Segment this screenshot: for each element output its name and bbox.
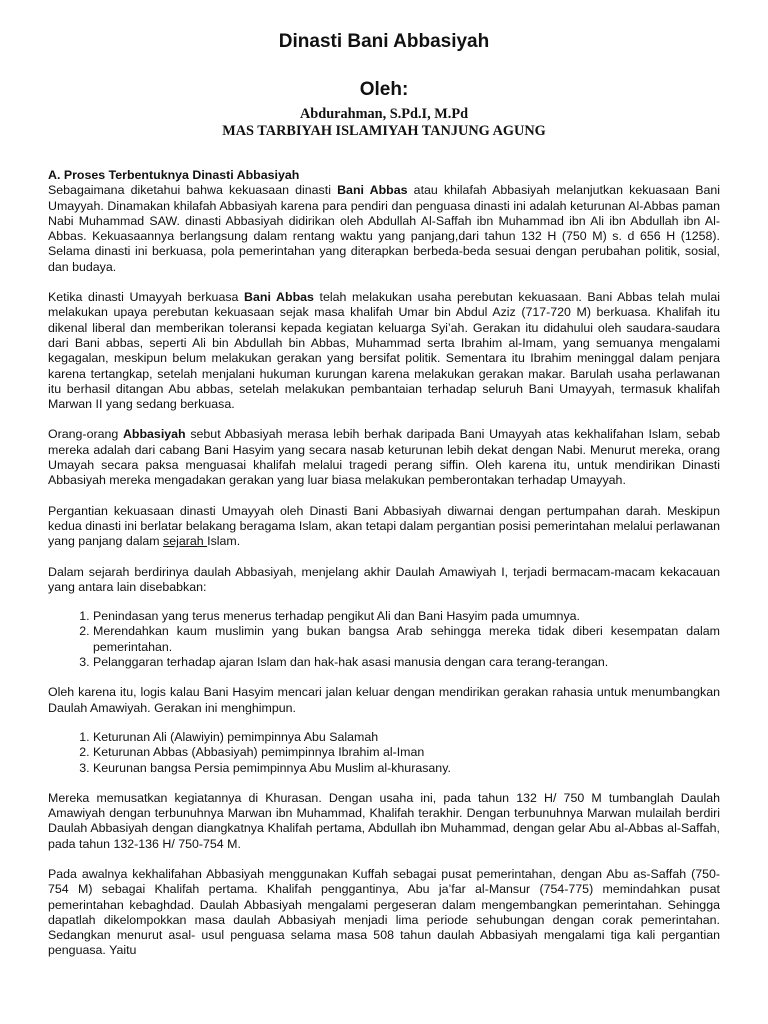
sejarah-link[interactable]: sejarah bbox=[163, 534, 208, 549]
paragraph-2-text-b: telah melakukan usaha perebutan kekuasaan. Bani Abbas telah mulai melakukan upaya perebutan kekuasaan sejak masa khalifah Umar bin Abdul Aziz (717-720 M) berkuasa. Khalifah itu dikenal liberal dan memberikan toleransi kepada kegiatan keluarga Syi’ah. Gerakan itu didahului oleh saudara-saudara dari Bani abbas, seperti Ali bin Abdullah bin Abbas, Muhammad serta Ibrahim al-Imam, yang semuanya mengalami kegagalan, meskipun belum melakukan gerakan yang bersifat politik. Sementara itu Ibrahim meninggal dalam penjara karena tertangkap, setelah menjalani hukuman kurungan karena melakukan gerakan makar. Barulah usaha perlawanan itu berhasil ditangan Abu abbas, setelah melakukan pembantaian terhadap seluruh Bani Umayyah, termasuk khalifah Marwan II yang sedang berkuasa. bbox=[48, 290, 720, 412]
paragraph-1-text-a: Sebagaimana diketahui bahwa kekuasaan dinasti bbox=[48, 183, 338, 198]
paragraph-6: Oleh karena itu, logis kalau Bani Hasyim mencari jalan keluar dengan mendirikan gerakan rahasia untuk menumbangkan Daulah Amawiyah. Gerakan ini menghimpun. bbox=[48, 685, 720, 715]
section-heading: A. Proses Terbentuknya Dinasti Abbasiyah bbox=[48, 168, 300, 182]
list-item: 1. Penindasan yang terus menerus terhadap pengikut Ali dan Bani Hasyim pada umumnya. bbox=[93, 609, 720, 624]
document-title: Dinasti Bani Abbasiyah bbox=[278, 31, 490, 52]
oleh-label: Oleh: bbox=[359, 79, 409, 100]
paragraph-3-text-a: Orang-orang bbox=[48, 427, 123, 442]
causes-list bbox=[48, 609, 720, 670]
paragraph-2-bold: Bani Abbas bbox=[244, 290, 314, 305]
list-item: 3. Keurunan bangsa Persia pemimpinnya Abu Muslim al-khurasany. bbox=[93, 761, 720, 776]
author-name: Abdurahman, S.Pd.I, M.Pd bbox=[299, 106, 469, 122]
paragraph-1 bbox=[48, 183, 720, 275]
paragraph-2-text-a: Ketika dinasti Umayyah berkuasa bbox=[48, 290, 245, 305]
paragraph-7: Mereka memusatkan kegiatannya di Khurasan. Dengan usaha ini, pada tahun 132 H/ 750 M tumbanglah Daulah Amawiyah dengan terbunuhnya Marwan ibn Muhammad, Khalifah terakhir. Dengan terbunuhnya Marwan mulailah berdiri Daulah Abbasiyah dengan diangkatnya Khalifah pertama, Abdullah ibn Muhammad, dengan gelar Abu al-Abbas al-Saffah, pada tahun 132-136 H/ 750-754 M. bbox=[48, 790, 720, 851]
paragraph-3 bbox=[48, 427, 720, 488]
paragraph-3-bold: Abbasiyah bbox=[122, 427, 186, 442]
paragraph-3-text-b: sebut Abbasiyah merasa lebih berhak daripada Bani Umayyah atas kekhalifahan Islam, sebab mereka adalah dari cabang Bani Hasyim yang secara nasab keturunan lebih dekat dengan Nabi. Menurut mereka, orang Umayah secara paksa menguasai khalifah melalui tragedi perang siffin. Oleh karena itu, untuk mendirikan Dinasti Abbasiyah mereka mengadakan gerakan yang luar biasa melakukan pemberontakan terhadap Umayyah. bbox=[48, 427, 720, 488]
paragraph-1-text-b: atau khilafah Abbasiyah melanjutkan kekuasaan Bani Umayyah. Dinamakan khilafah Abbasiyah karena para pendiri dan penguasa dinasti ini adalah keturunan Al-Abbas paman Nabi Muhammad SAW. dinasti Abbasiyah didirikan oleh Abdullah Al-Saffah ibn Muhammad ibn Ali ibn Abdullah ibn Al-Abbas. Kekuasaannya berlangsung dalam rentang waktu yang panjang,dari tahun 132 H (750 M) s. d 656 H (1258). Selama dinasti ini berkuasa, pola pemerintahan yang diterapkan berbeda-beda sesuai dengan perubahan politik, sosial, dan budaya. bbox=[48, 183, 721, 274]
list-item: 3. Pelanggaran terhadap ajaran Islam dan hak-hak asasi manusia dengan cara terang-terangan. bbox=[93, 655, 720, 670]
paragraph-4 bbox=[48, 504, 720, 550]
paragraph-5: Dalam sejarah berdirinya daulah Abbasiyah, menjelang akhir Daulah Amawiyah I, terjadi bermacam-macam kekacauan yang antara lain disebabkan: bbox=[48, 564, 720, 594]
movement-list bbox=[48, 730, 720, 776]
paragraph-8: Pada awalnya kekhalifahan Abbasiyah menggunakan Kuffah sebagai pusat pemerintahan, dengan Abu as-Saffah (750-754 M) sebagai Khalifah pertama. Khalifah penggantinya, Abu ja’far al-Mansur (754-775) memindahkan pusat pemerintahan kebaghdad. Daulah Abbasiyah mengalami pergeseran dalam mengembangkan pemerintahan. Sehingga dapatlah dikelompokkan masa daulah Abbasiyah menjadi lima periode sehubungan dengan corak pemerintahan. Sedangkan menurut asal- usul penguasa selama masa 508 tahun daulah Abbasiyah mengalami tiga kali pergantian penguasa. Yaitu bbox=[48, 866, 720, 958]
school-name: MAS TARBIYAH ISLAMIYAH TANJUNG AGUNG bbox=[222, 123, 546, 139]
paragraph-4-text-b: Islam. bbox=[207, 534, 241, 549]
paragraph-1-bold: Bani Abbas bbox=[337, 183, 408, 198]
paragraph-2 bbox=[48, 290, 720, 412]
list-item: 2. Merendahkan kaum muslimin yang bukan bangsa Arab sehingga mereka tidak diberi kesempatan dalam pemerintahan. bbox=[93, 624, 720, 655]
list-item: 1. Keturunan Ali (Alawiyin) pemimpinnya Abu Salamah bbox=[93, 730, 720, 745]
list-item: 2. Keturunan Abbas (Abbasiyah) pemimpinnya Ibrahim al-Iman bbox=[93, 745, 720, 760]
paragraph-4-text-a: Pergantian kekuasaan dinasti Umayyah oleh Dinasti Bani Abbasiyah diwarnai dengan pertumpahan darah. Meskipun kedua dinasti ini berlatar belakang beragama Islam, akan tetapi dalam pergantian posisi pemerintahan melalui perlawanan yang panjang dalam bbox=[48, 503, 720, 549]
